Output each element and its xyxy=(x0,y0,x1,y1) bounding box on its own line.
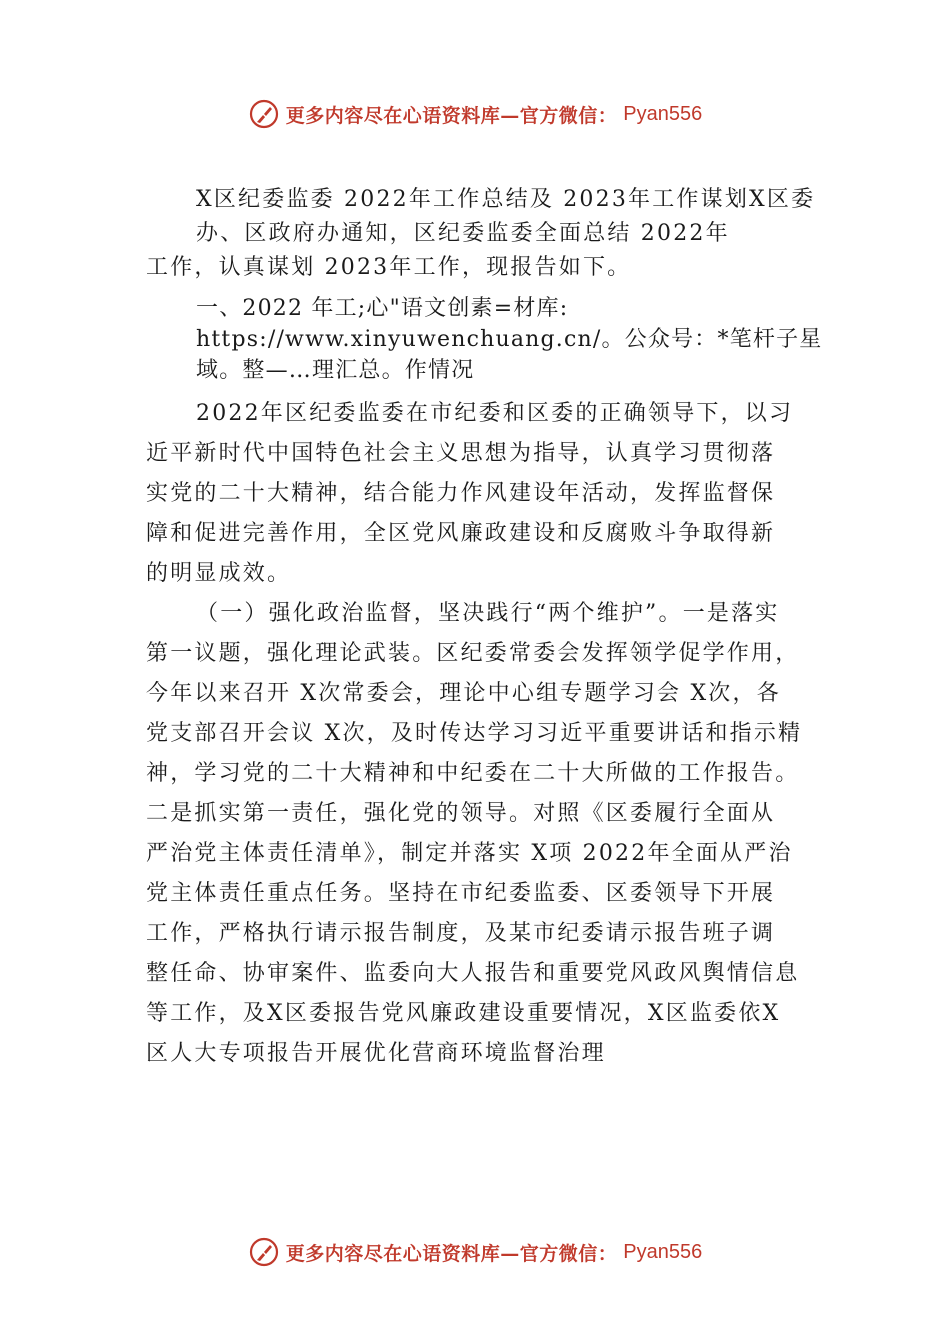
paragraph-line: 的明显成效。 xyxy=(146,561,292,586)
title-line: 工作，认真谋划 2023年工作，现报告如下。 xyxy=(146,255,632,280)
paragraph-line: 第一议题，强化理论武装。区纪委常委会发挥领学促学作用， xyxy=(146,641,800,666)
paragraph-political-supervision xyxy=(146,594,822,1074)
paragraph-line: 近平新时代中国特色社会主义思想为指导，认真学习贯彻落 xyxy=(146,441,776,466)
paragraph-line: 严治党主体责任清单》，制定并落实 X项 2022年全面从严治 xyxy=(146,841,793,866)
wechat-id: Pyan556 xyxy=(623,102,703,125)
title-line: 办、区政府办通知，区纪委监委全面总结 2022年 xyxy=(196,221,730,246)
title-line: X区纪委监委 2022年工作总结及 2023年工作谋划X区委 xyxy=(196,187,816,212)
quill-circle-icon xyxy=(248,1236,280,1268)
heading-line: 域。整—…理汇总。作情况 xyxy=(196,358,475,383)
paragraph-line: 今年以来召开 X次常委会，理论中心组专题学习会 X次，各 xyxy=(146,681,781,706)
paragraph-line: （一）强化政治监督，坚决践行“两个维护”。一是落实 xyxy=(196,601,780,626)
paragraph-line: 二是抓实第一责任，强化党的领导。对照《区委履行全面从 xyxy=(146,801,776,826)
heading-line: 一、2022 年工;心"语文创素=材库: xyxy=(196,296,569,321)
paragraph-line: 障和促进完善作用，全区党风廉政建设和反腐败斗争取得新 xyxy=(146,521,776,546)
paragraph-line: 党支部召开会议 X次，及时传达学习习近平重要讲话和指示精 xyxy=(146,721,803,746)
paragraph-line: 区人大专项报告开展优化营商环境监督治理 xyxy=(146,1041,606,1066)
paragraph-line: 神，学习党的二十大精神和中纪委在二十大所做的工作报告。 xyxy=(146,761,800,786)
footer-banner xyxy=(0,1232,950,1272)
header-banner xyxy=(0,94,950,134)
document-title xyxy=(146,183,822,285)
paragraph-intro xyxy=(146,394,822,594)
wechat-id: Pyan556 xyxy=(623,1240,703,1263)
heading-line: https://www.xinyuwenchuang.cn/。公众号：*笔杆子星 xyxy=(196,327,823,352)
paragraph-line: 党主体责任重点任务。坚持在市纪委监委、区委领导下开展 xyxy=(146,881,776,906)
paragraph-line: 2022年区纪委监委在市纪委和区委的正确领导下，以习 xyxy=(196,401,794,426)
paragraph-line: 实党的二十大精神，结合能力作风建设年活动，发挥监督保 xyxy=(146,481,776,506)
banner-text: 更多内容尽在心语资料库—官方微信： xyxy=(285,104,618,127)
banner-text: 更多内容尽在心语资料库—官方微信： xyxy=(285,1242,618,1265)
quill-circle-icon xyxy=(248,98,280,130)
document-body xyxy=(146,183,822,1074)
section-heading xyxy=(146,293,822,386)
paragraph-line: 整任命、协审案件、监委向大人报告和重要党风政风舆情信息 xyxy=(146,961,800,986)
paragraph-line: 工作，严格执行请示报告制度，及某市纪委请示报告班子调 xyxy=(146,921,776,946)
paragraph-line: 等工作，及X区委报告党风廉政建设重要情况，X区监委依X xyxy=(146,1001,781,1026)
